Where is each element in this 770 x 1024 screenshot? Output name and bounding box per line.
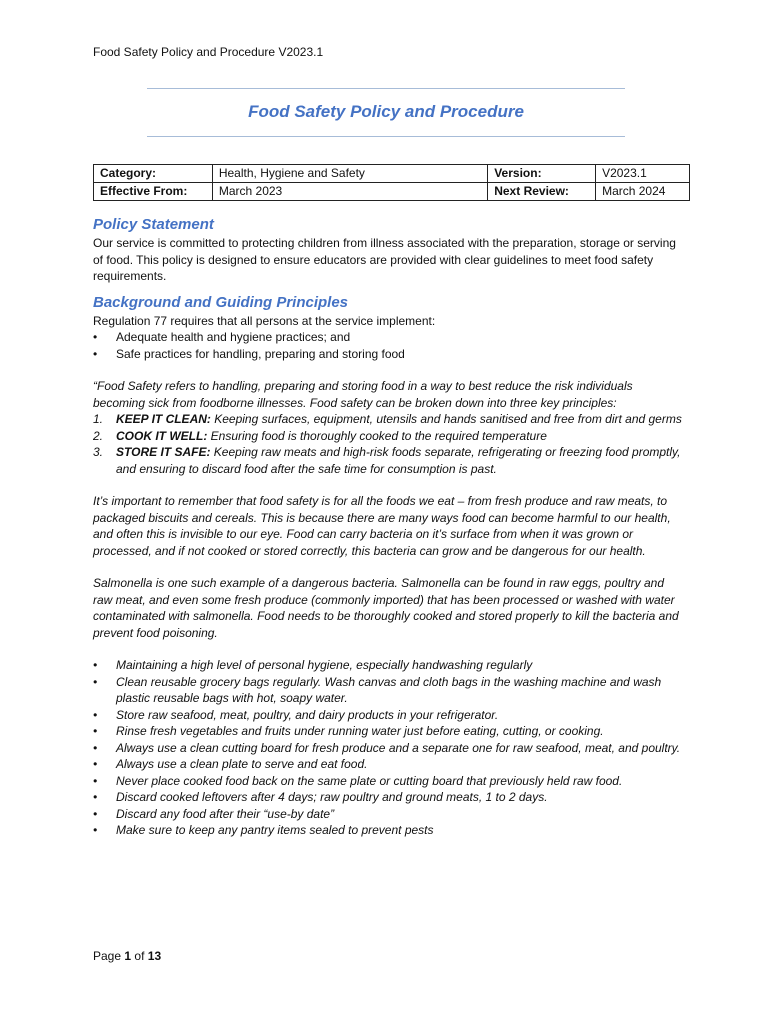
food-safety-paragraph: It’s important to remember that food safety is for all the foods we eat – from fresh produce and raw meats, to packaged biscuits and cereals. This is because there are many ways food can become harmful to our health, and often this is invisible to our eye. Food can carry bacteria on it’s surface from when it was grown or processed, and if not cooked or stored correctly, this bacteria can grow and be dangerous for our health. (93, 494, 671, 558)
policy-statement-text: Our service is committed to protecting children from illness associated with the preparation, storage or serving of food. This policy is designed to ensure educators are provided with clear guidelines to meet food safety requirements. (93, 236, 676, 283)
regulation-list (93, 329, 683, 362)
document-title: Food Safety Policy and Procedure (248, 102, 524, 121)
list-item: • Safe practices for handling, preparing and storing food (93, 346, 405, 361)
title-rule-top (147, 88, 625, 89)
page-total: 13 (147, 949, 162, 963)
quote-intro: “Food Safety refers to handling, preparing and storing food in a way to best reduce the risk individuals becoming sick from foodborne illnesses. Food safety can be broken down into three key principles: (93, 379, 633, 410)
bullet-icon: • (93, 790, 98, 804)
bullet-icon: • (93, 740, 98, 755)
bullet-icon: • (93, 757, 98, 771)
list-item: 2. COOK IT WELL: Ensuring food is thoroughly cooked to the required temperature (93, 428, 547, 443)
table-row (94, 165, 690, 183)
list-item: • Never place cooked food back on the same plate or cutting board that previously held raw food. (93, 773, 623, 788)
bullet-icon: • (93, 823, 98, 837)
salmonella-paragraph: Salmonella is one such example of a dangerous bacteria. Salmonella can be found in raw eggs, poultry and raw meat, and even some fresh produce (commonly imported) that has been processed or washed with water contaminated with salmonella. Food needs to be thoroughly cooked and stored properly to kill the bacteria and prevent food poisoning. (93, 576, 679, 640)
bullet-icon: • (93, 658, 98, 672)
effective-from-value: March 2023 (212, 183, 487, 201)
bullet-icon: • (93, 346, 98, 361)
table-row (94, 183, 690, 201)
list-item: • Store raw seafood, meat, poultry, and dairy products in your refrigerator. (93, 707, 499, 722)
tips-list (93, 657, 683, 839)
list-item: • Make sure to keep any pantry items sealed to prevent pests (93, 823, 434, 837)
version-value: V2023.1 (596, 165, 690, 183)
list-item: • Rinse fresh vegetables and fruits under running water just before eating, cutting, or cooking. (93, 724, 604, 738)
principles-list (93, 411, 683, 477)
list-item: • Discard any food after their “use-by date” (93, 806, 335, 821)
effective-from-label: Effective From: (94, 183, 213, 201)
list-item: • Adequate health and hygiene practices; and (93, 330, 351, 344)
next-review-label: Next Review: (488, 183, 596, 201)
category-value: Health, Hygiene and Safety (212, 165, 487, 183)
version-label: Version: (488, 165, 596, 183)
list-item: • Maintaining a high level of personal hygiene, especially handwashing regularly (93, 658, 533, 672)
list-item: • Clean reusable grocery bags regularly. Wash canvas and cloth bags in the washing machine and wash plastic reusable bags with hot, soapy water. (93, 674, 662, 705)
regulation-intro: Regulation 77 requires that all persons at the service implement: (93, 313, 436, 328)
metadata-table (93, 164, 690, 201)
bullet-icon: • (93, 330, 98, 344)
running-header: Food Safety Policy and Procedure V2023.1 (93, 45, 324, 59)
bullet-icon: • (93, 773, 98, 788)
list-item: 3. STORE IT SAFE: Keeping raw meats and high-risk foods separate, refrigerating or freezing food promptly, and ensuring to discard food after the safe time for consumption is past. (93, 445, 681, 476)
page-number: 1 (124, 949, 132, 963)
bullet-icon: • (93, 674, 98, 689)
policy-statement-heading: Policy Statement (93, 216, 214, 233)
document-body (93, 215, 683, 839)
title-rule-bottom (147, 136, 625, 137)
list-item: • Always use a clean cutting board for fresh produce and a separate one for raw seafood, meat, and poultry. (93, 740, 681, 755)
next-review-value: March 2024 (596, 183, 690, 201)
list-item: • Always use a clean plate to serve and eat food. (93, 757, 368, 771)
background-heading: Background and Guiding Principles (93, 293, 349, 311)
list-item: 1. KEEP IT CLEAN: Keeping surfaces, equipment, utensils and hands sanitised and free from dirt and germs (93, 412, 682, 426)
list-item: • Discard cooked leftovers after 4 days; raw poultry and ground meats, 1 to 2 days. (93, 790, 548, 804)
bullet-icon: • (93, 806, 98, 821)
bullet-icon: • (93, 707, 98, 722)
bullet-icon: • (93, 724, 98, 738)
category-label: Category: (94, 165, 213, 183)
page-footer: Page 1 of 13 (93, 949, 162, 963)
